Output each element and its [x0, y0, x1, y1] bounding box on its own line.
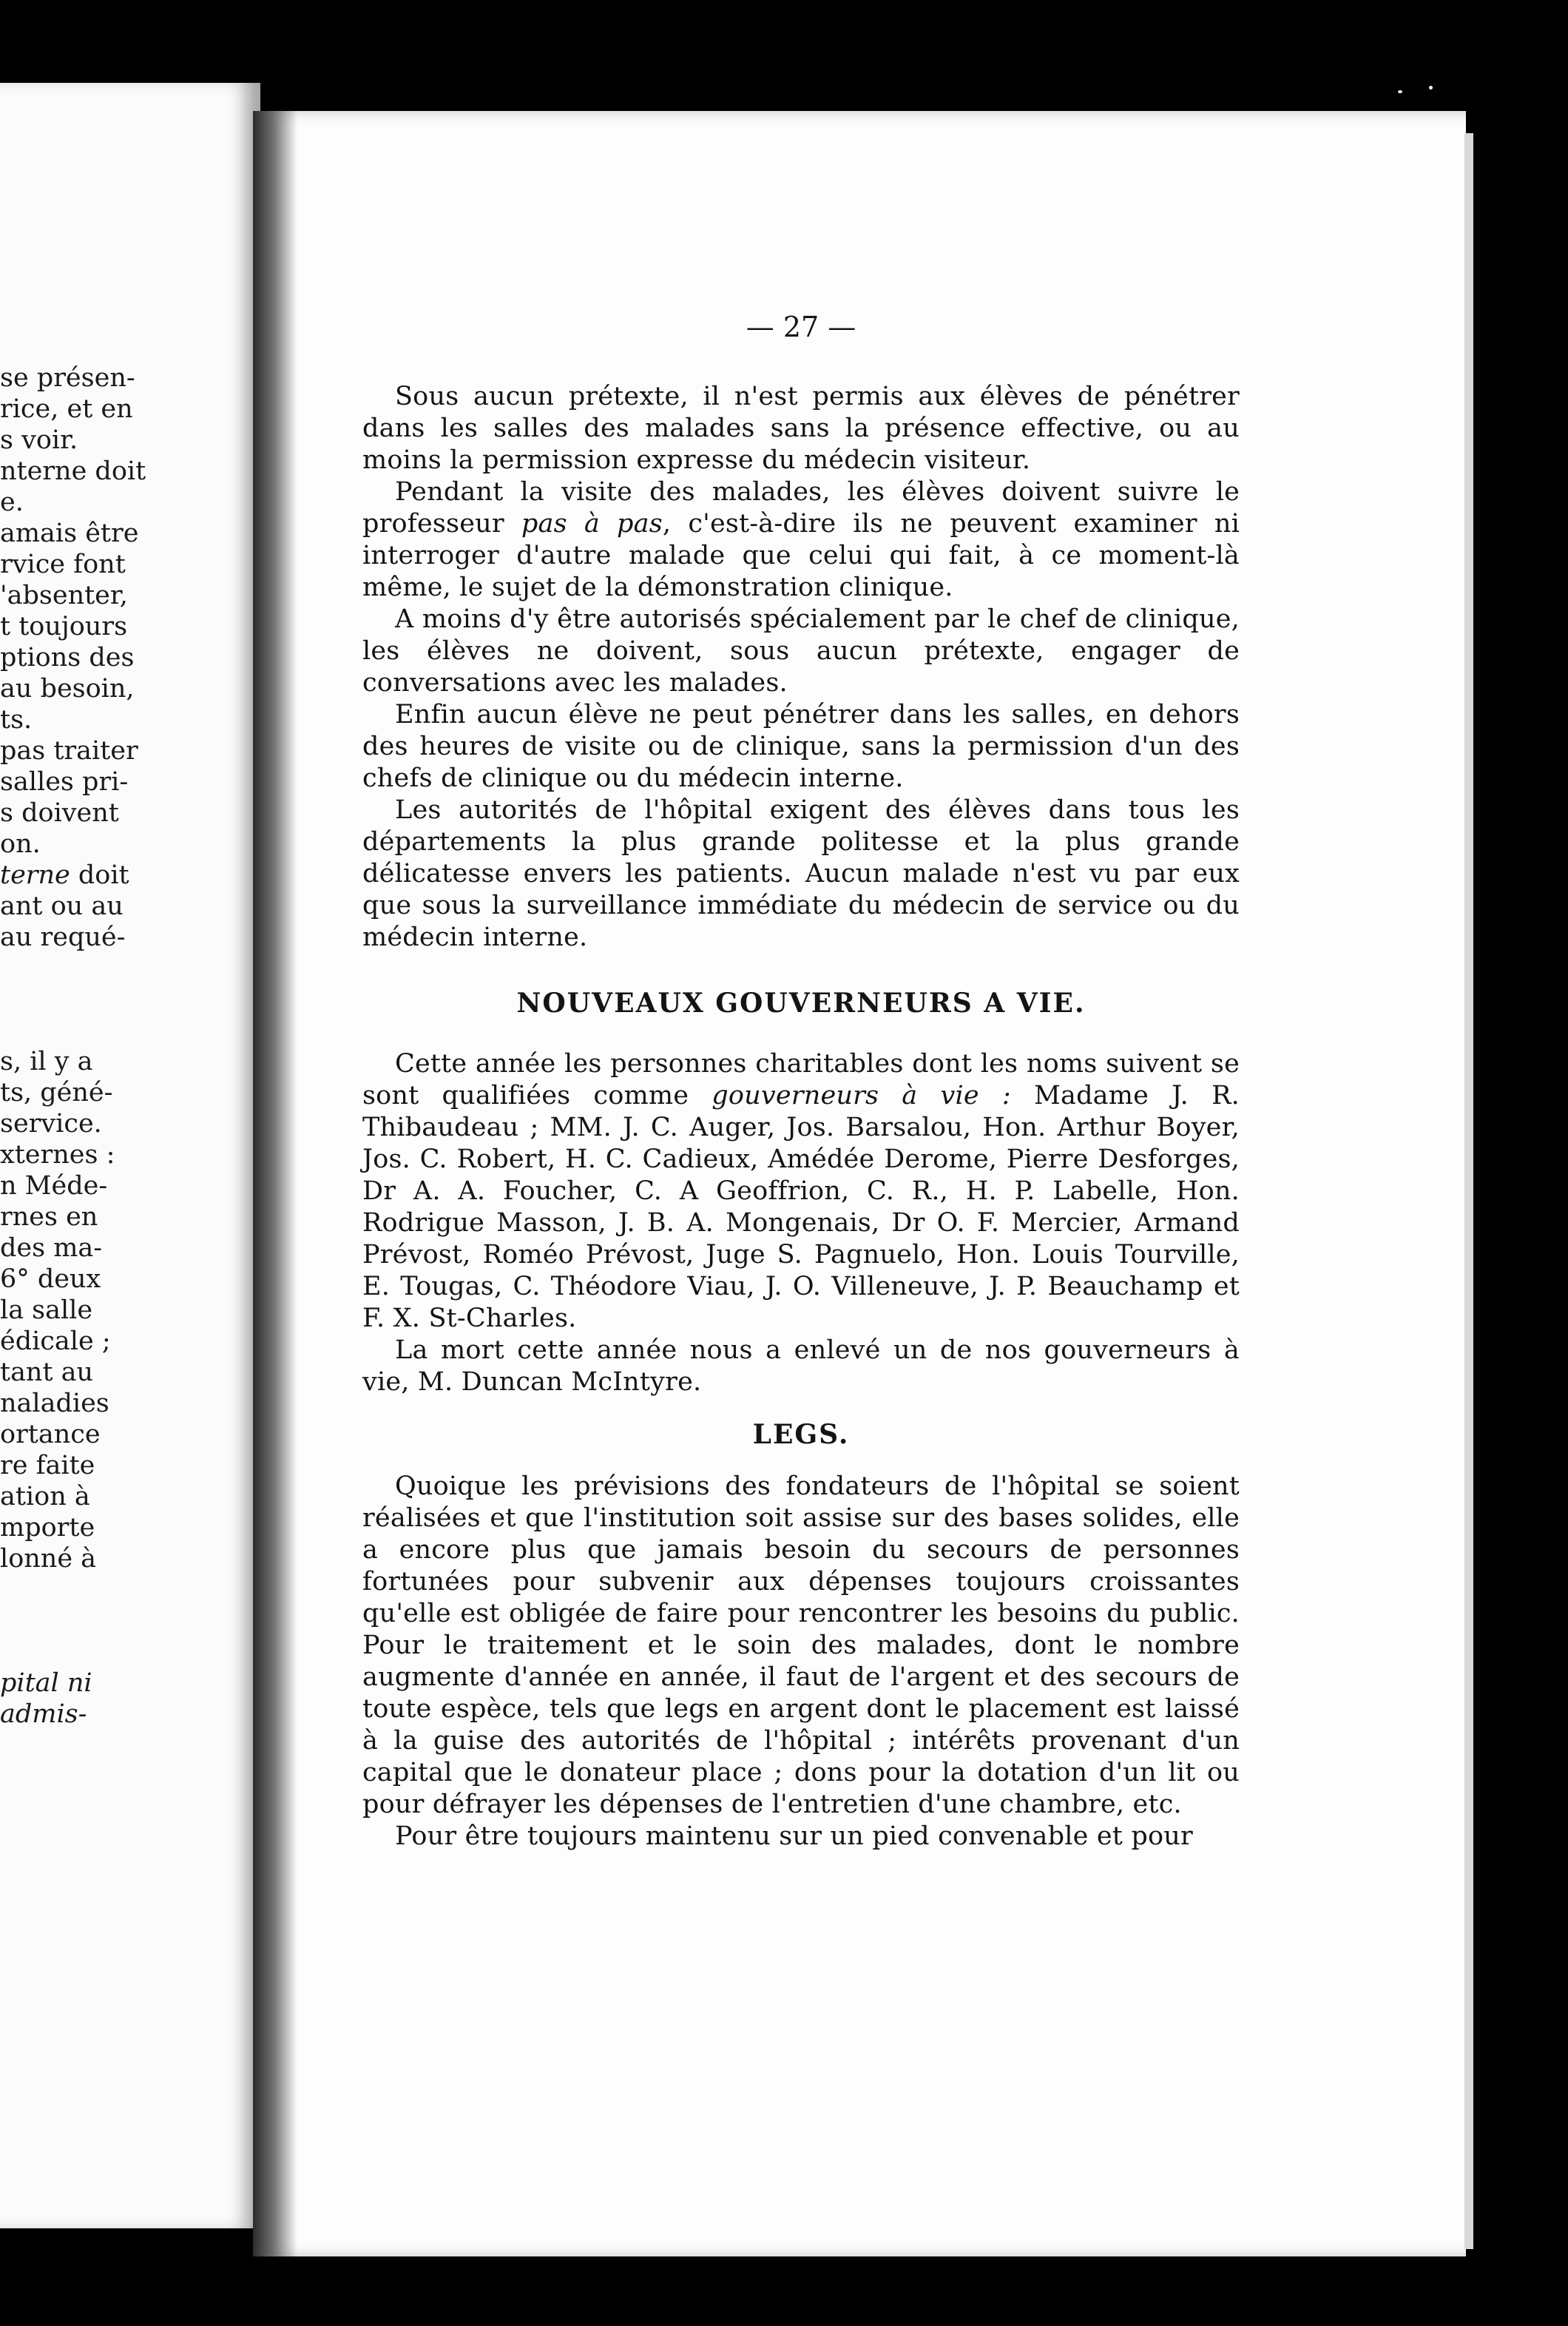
left-page-line: rice, et en: [0, 394, 133, 424]
scan-speck: [1398, 90, 1402, 93]
left-page-line: ts, géné-: [0, 1078, 113, 1108]
left-page-line: service.: [0, 1109, 102, 1139]
left-page-line: on.: [0, 829, 41, 859]
left-page-line: ortance: [0, 1420, 101, 1449]
left-page-line: ant ou au: [0, 891, 124, 921]
book-gutter: [253, 111, 297, 2256]
paragraph: Sous aucun prétexte, il n'est permis aux élèves de pénétrer dans les salles des malades sans la présence effective, ou au moins la permission expresse du médecin visiteur.: [362, 382, 1240, 475]
left-page-line: rnes en: [0, 1202, 98, 1232]
left-page-line: des ma-: [0, 1233, 103, 1263]
left-page-line: se présen-: [0, 363, 135, 393]
paragraph: La mort cette année nous a enlevé un de nos gouverneurs à vie, M. Duncan McIntyre.: [362, 1335, 1240, 1397]
left-page-line: e.: [0, 488, 24, 517]
left-page-line: mporte: [0, 1513, 95, 1543]
rules-section: [362, 381, 1240, 954]
left-page-line: admis-: [0, 1699, 87, 1729]
left-page-line: 'absenter,: [0, 581, 128, 610]
section-heading-legs: LEGS.: [752, 1419, 850, 1450]
page-content: [362, 311, 1240, 1853]
left-page-line: s voir.: [0, 425, 78, 455]
left-page-line: la salle: [0, 1295, 93, 1325]
left-page-line: amais être: [0, 519, 139, 548]
paragraph: Enfin aucun élève ne peut pénétrer dans les salles, en dehors des heures de visite ou de clinique, sans la permission d'un des chefs de clinique ou du médecin interne.: [362, 700, 1240, 793]
left-page-line: rvice font: [0, 550, 126, 579]
left-page-line: ptions des: [0, 643, 135, 672]
left-page-line: terne doit: [0, 860, 129, 890]
left-page-line: salles pri-: [0, 767, 129, 797]
left-page-line: t toujours: [0, 612, 128, 641]
scan-speck: [1429, 86, 1433, 90]
paragraph-text: Pendant la visite des malades, les élèves doivent suivre le professeur pas à pas, c'est-à-dire ils ne peuvent examiner ni interroger d'autre malade que celui qui fait, à ce moment-là même, le sujet de la démonstration clinique.: [362, 477, 1240, 602]
paragraph-last-line: Pour être toujours maintenu sur un pied convenable et pour: [395, 1821, 1193, 1851]
page-number: — 27 —: [746, 311, 856, 343]
left-page-line: n Méde-: [0, 1171, 108, 1201]
left-page-line: pas traiter: [0, 736, 138, 766]
paragraph: Quoique les prévisions des fondateurs de l'hôpital se soient réalisées et que l'institution soit assise sur des bases solides, elle a encore plus que jamais besoin du secours de personnes fortunées pour subvenir aux dépenses toujours croissantes qu'elle est obligée de faire pour rencontrer les besoins du public. Pour le traitement et le soin des malades, dont le nombre augmente d'année en année, il faut de l'argent et des secours de toute espèce, tels que legs en argent dont le placement est laissé à la guise des autorités de l'hôpital ; intérêts provenant d'un capital que le donateur place ; dons pour la dotation d'un lit ou pour défrayer les dépenses de l'entretien d'une chambre, etc.: [362, 1472, 1240, 1819]
left-page-line: nterne doit: [0, 456, 146, 486]
left-page-line: ts.: [0, 705, 33, 735]
paragraph: Cette année les personnes charitables dont les noms suivent se sont qualifiées comme gouverneurs à vie : Madame J. R. Thibaudeau ; MM. J. C. Auger, Jos. Barsalou, Hon. Arthur Boyer, Jos. C. Robert, H. C. Cadieux, Amédée Derome, Pierre Desforges, Dr A. A. Foucher, C. A Geoffrion, C. R., H. P. Labelle, Hon. Rodrigue Masson, J. B. A. Mongenais, Dr O. F. Mercier, Armand Prévost, Roméo Prévost, Juge S. Pagnuelo, Hon. Louis Tourville, E. Tougas, C. Théodore Viau, J. O. Villeneuve, J. P. Beauchamp et F. X. St-Charles.: [362, 1049, 1240, 1333]
left-page-line: naladies: [0, 1389, 109, 1418]
left-page-line: pital ni: [0, 1668, 92, 1698]
left-page-line: édicale ;: [0, 1327, 111, 1356]
legs-section: [362, 1471, 1240, 1853]
gouverneurs-section: [362, 1048, 1240, 1398]
left-page-line: xternes :: [0, 1140, 115, 1170]
previous-page-fragment: [0, 83, 260, 2228]
left-page-line: 6° deux: [0, 1264, 101, 1294]
left-page-line: s doivent: [0, 798, 119, 828]
paragraph: [362, 476, 1240, 604]
left-page-line: au requé-: [0, 923, 126, 952]
left-page-line: re faite: [0, 1451, 95, 1480]
paragraph: Les autorités de l'hôpital exigent des élèves dans tous les départements la plus grande politesse et la plus grande délicatesse envers les patients. Aucun malade n'est vu par eux que sous la surveillance immédiate du médecin de service ou du médecin interne.: [362, 795, 1240, 952]
left-page-line: au besoin,: [0, 674, 135, 704]
paragraph: A moins d'y être autorisés spécialement par le chef de clinique, les élèves ne doivent, sous aucun prétexte, engager de conversations avec les malades.: [362, 604, 1240, 698]
left-page-line: ation à: [0, 1482, 90, 1511]
section-heading-gouverneurs: NOUVEAUX GOUVERNEURS A VIE.: [516, 988, 1086, 1019]
left-page-line: tant au: [0, 1358, 94, 1387]
page-edge: [1464, 133, 1473, 2249]
left-page-line: lonné à: [0, 1544, 97, 1574]
left-page-line: s, il y a: [0, 1047, 93, 1076]
